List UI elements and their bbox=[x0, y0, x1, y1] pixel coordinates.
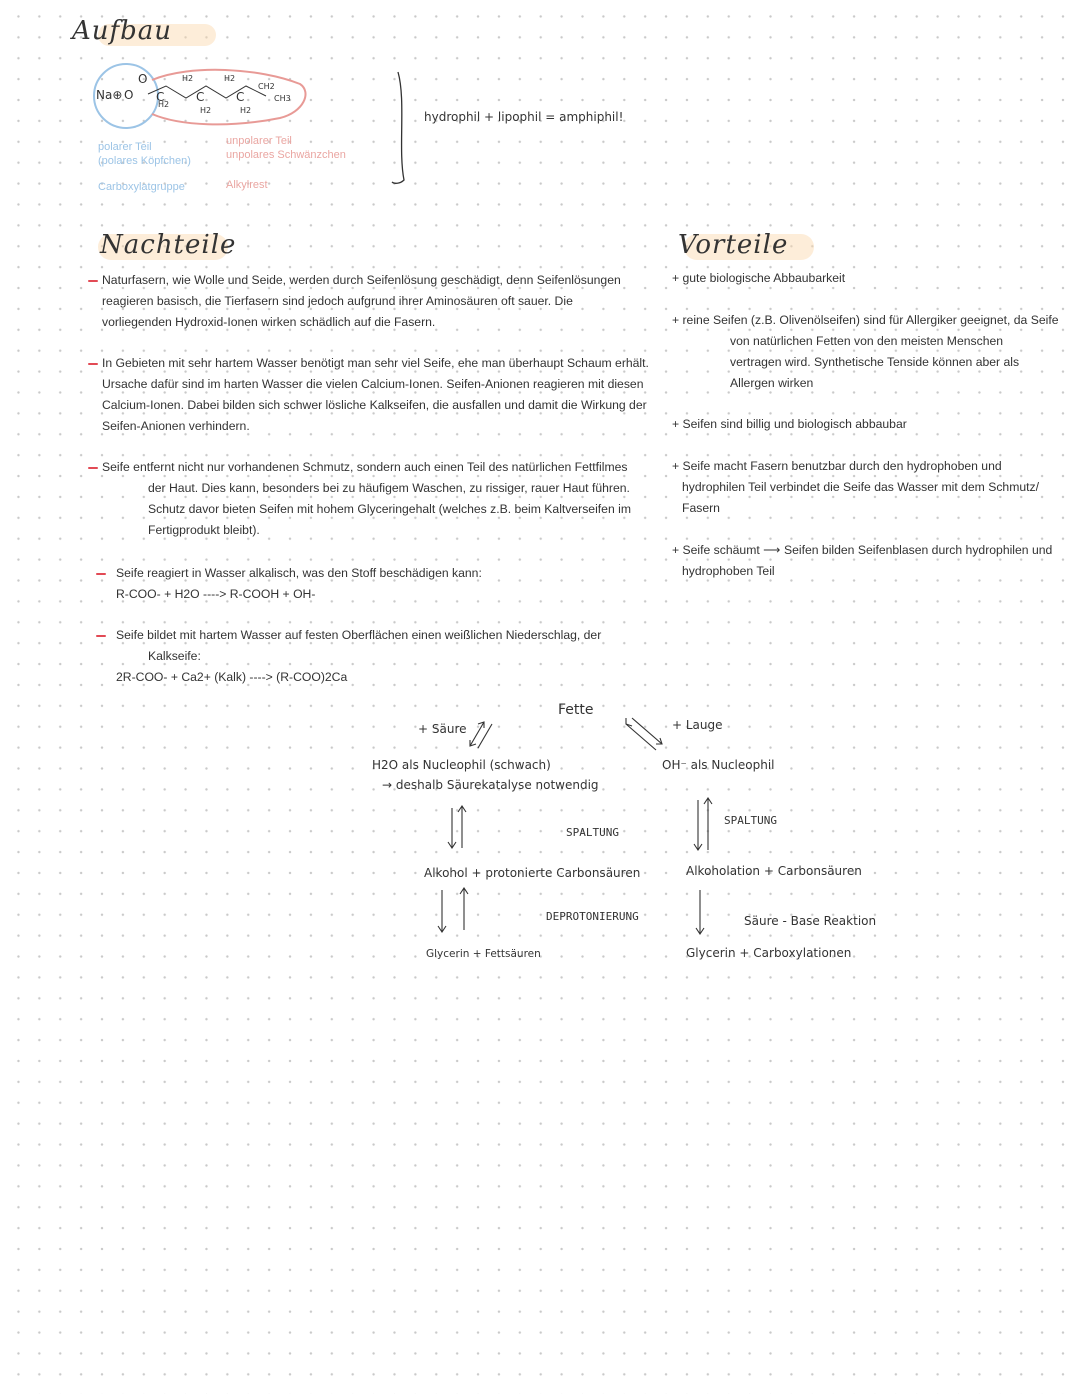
diagram-glycerin-carboxylat: Glycerin + Carboxylationen bbox=[686, 946, 852, 960]
atom-c1: C bbox=[156, 90, 165, 104]
atom-c3: C bbox=[236, 90, 245, 104]
text-line: Seife reagiert in Wasser alkalisch, was den Stoff beschädigen kann: bbox=[116, 566, 482, 580]
atom-o-left: O bbox=[124, 88, 134, 102]
unpolar-line-1: unpolarer Teil bbox=[226, 135, 292, 147]
text-line: + Seife macht Fasern benutzbar durch den hydrophoben und bbox=[672, 459, 1002, 473]
polar-line-3: Carboxylatgruppe bbox=[98, 181, 185, 193]
text-line: Seifen-Anionen verhindern. bbox=[102, 419, 250, 433]
atom-c2: C bbox=[196, 90, 205, 104]
text-line: Seife bildet mit hartem Wasser auf festen Oberflächen einen weißlichen Niederschlag, der bbox=[116, 628, 602, 642]
sub-h2-2: H2 bbox=[182, 74, 194, 83]
text-line: vorliegenden Hydroxid-Ionen wirken schädlich auf die Fasern. bbox=[102, 315, 436, 329]
diagram-alkohol-carbonsaeuren: Alkohol + protonierte Carbonsäuren bbox=[424, 866, 641, 880]
text-line: von natürlichen Fetten von den meisten Menschen bbox=[730, 334, 1004, 348]
heading-vorteile: Vorteile bbox=[678, 230, 789, 260]
sub-h2-3: H2 bbox=[200, 106, 212, 115]
sub-h2-4: H2 bbox=[224, 74, 236, 83]
text-line: vertragen wird. Synthetische Tenside können aber als bbox=[730, 355, 1020, 369]
diagram-deprotonierung: DEPROTONIERUNG bbox=[546, 910, 639, 923]
text-line: hydrophoben Teil bbox=[682, 564, 775, 578]
sub-h2-1: H2 bbox=[158, 100, 170, 109]
sub-ch2: CH2 bbox=[258, 82, 275, 91]
text-line: reagieren basisch, die Tierfasern sind jedoch aufgrund ihrer Aminosäuren oft sauer. Die bbox=[102, 294, 573, 308]
text-line: + reine Seifen (z.B. Olivenölseifen) sind für Allergiker geeignet, da Seife bbox=[672, 313, 1059, 327]
diagram-glycerin-fettsaeuren: Glycerin + Fettsäuren bbox=[426, 948, 541, 960]
atom-o-top: O bbox=[138, 72, 148, 86]
unpolar-line-2: unpolares Schwänzchen bbox=[226, 149, 346, 161]
diagram-h2o-nucleophil: H2O als Nucleophil (schwach) bbox=[372, 758, 551, 772]
heading-aufbau: Aufbau bbox=[72, 16, 173, 46]
text-line: + gute biologische Abbaubarkeit bbox=[672, 271, 846, 285]
diagram-fette: Fette bbox=[558, 702, 594, 718]
text-line: Seife entfernt nicht nur vorhandenen Schmutz, sondern auch einen Teil des natürlichen Fettfilmes bbox=[102, 460, 628, 474]
text-line: Schutz davor bieten Seifen mit hohem Glyceringehalt (welches z.B. beim Kaltverseifen im bbox=[148, 502, 631, 516]
text-line: Fertigprodukt bleibt). bbox=[148, 523, 260, 537]
text-line: Fasern bbox=[682, 501, 720, 515]
text-line: hydrophilen Teil verbindet die Seife das Wasser mit dem Schmutz/ bbox=[682, 480, 1039, 494]
polar-line-2: (polares Köpfchen) bbox=[98, 155, 191, 167]
text-line: Allergen wirken bbox=[730, 376, 814, 390]
text-line: Ursache dafür sind im harten Wasser die vielen Calcium-Ionen. Seifen-Anionen reagieren mit diesen bbox=[102, 377, 644, 391]
diagram-alkoholation-carbonsaeuren: Alkoholation + Carbonsäuren bbox=[686, 864, 862, 878]
heading-nachteile: Nachteile bbox=[100, 230, 237, 260]
diagram-spaltung-right: SPALTUNG bbox=[724, 814, 777, 827]
sub-ch3: CH3 bbox=[274, 94, 291, 103]
diagram-saeure-base: Säure - Base Reaktion bbox=[744, 914, 877, 928]
text-line: 2R-COO- + Ca2+ (Kalk) ----> (R-COO)2Ca bbox=[116, 670, 348, 684]
text-line: der Haut. Dies kann, besonders bei zu häufigem Waschen, zu rissiger, rauer Haut führen. bbox=[148, 481, 630, 495]
text-line: R-COO- + H2O ----> R-COOH + OH- bbox=[116, 587, 316, 601]
sub-h2-5: H2 bbox=[240, 106, 252, 115]
text-line: Calcium-Ionen. Dabei bilden sich schwer lösliche Kalkseifen, die ausfallen und damit die Wirkung der bbox=[102, 398, 647, 412]
text-line: + Seifen sind billig und biologisch abbaubar bbox=[672, 417, 907, 431]
text-line: Naturfasern, wie Wolle und Seide, werden durch Seifenlösung geschädigt, denn Seifenlösungen bbox=[102, 273, 621, 287]
unpolar-line-3: Alkylrest bbox=[226, 179, 268, 191]
text-line: In Gebieten mit sehr hartem Wasser benötigt man sehr viel Seife, ehe man überhaupt Schaum erhält. bbox=[102, 356, 649, 370]
polar-line-1: polarer Teil bbox=[98, 141, 152, 153]
text-line: Kalkseife: bbox=[148, 649, 201, 663]
diagram-saeurekatalyse: → deshalb Säurekatalyse notwendig bbox=[382, 778, 599, 792]
text-line: + Seife schäumt ⟶ Seifen bilden Seifenblasen durch hydrophilen und bbox=[672, 543, 1053, 557]
atom-na: Na⊕ bbox=[96, 88, 123, 102]
diagram-spaltung-left: SPALTUNG bbox=[566, 826, 619, 839]
diagram-saeure: + Säure bbox=[418, 722, 467, 736]
amphiphil-note: hydrophil + lipophil = amphiphil! bbox=[424, 110, 624, 124]
diagram-oh-nucleophil: OH⁻ als Nucleophil bbox=[662, 758, 775, 772]
diagram-lauge: + Lauge bbox=[672, 718, 723, 732]
